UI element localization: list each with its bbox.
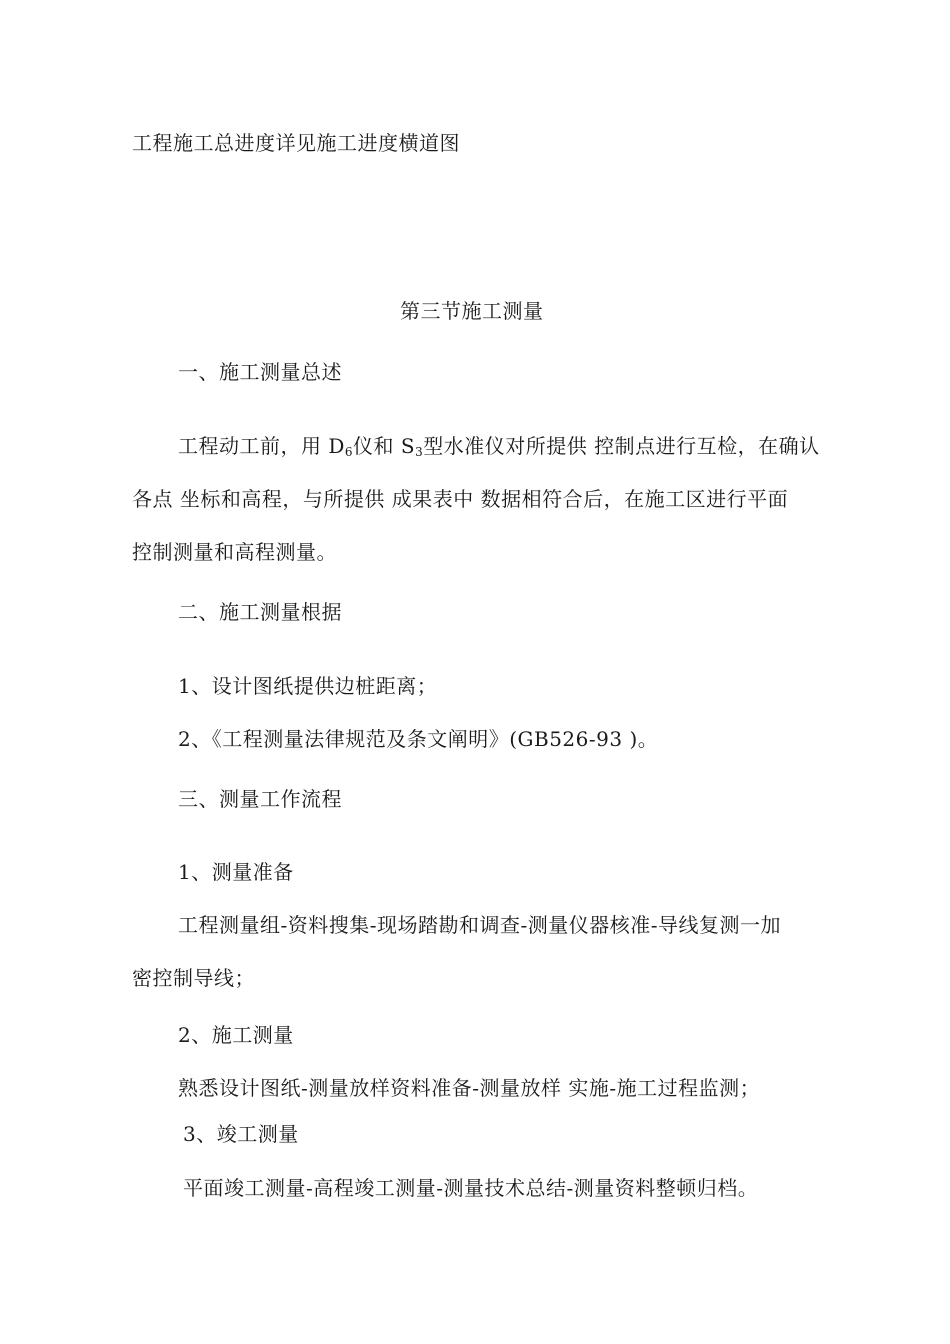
step1-title: 1、测量准备 bbox=[178, 860, 294, 884]
paragraph-line-1-part-a: 工程动工前，用 D bbox=[178, 434, 345, 458]
paragraph-line-3: 控制测量和高程测量。 bbox=[132, 540, 337, 564]
paragraph-line-1-part-b: 仪和 S bbox=[353, 434, 416, 458]
paragraph-line-1 bbox=[178, 433, 820, 465]
step1-line-1: 工程测量组-资料搜集-现场踏勘和调查-测量仪器核准-导线复测一加 bbox=[178, 913, 782, 937]
subscript-3: 3 bbox=[415, 445, 424, 459]
basis-item-1: 1、设计图纸提供边桩距离； bbox=[178, 674, 438, 698]
paragraph-line-2: 各点 坐标和高程，与所提供 成果表中 数据相符合后，在施工区进行平面 bbox=[132, 487, 789, 511]
step2-title: 2、施工测量 bbox=[178, 1023, 294, 1047]
step1-line-2: 密控制导线； bbox=[132, 966, 255, 990]
heading-overview: 一、施工测量总述 bbox=[178, 360, 342, 384]
step2-text: 熟悉设计图纸-测量放样资料准备-测量放样 实施-施工过程监测； bbox=[178, 1076, 761, 1100]
basis-item-2: 2、《工程测量法律规范及条文阐明》(GB526-93 )。 bbox=[178, 727, 659, 751]
step3-text: 平面竣工测量-高程竣工测量-测量技术总结-测量资料整顿归档。 bbox=[183, 1176, 759, 1200]
intro-line: 工程施工总进度详见施工进度横道图 bbox=[132, 131, 460, 155]
section-title: 第三节施工测量 bbox=[400, 299, 544, 323]
step3-title: 3、竣工测量 bbox=[183, 1122, 299, 1146]
heading-basis: 二、施工测量根据 bbox=[178, 600, 342, 624]
subscript-6: 6 bbox=[344, 445, 354, 459]
paragraph-line-1-part-c: 型水准仪对所提供 控制点进行互检，在确认 bbox=[423, 434, 820, 458]
heading-workflow: 三、测量工作流程 bbox=[178, 787, 342, 811]
